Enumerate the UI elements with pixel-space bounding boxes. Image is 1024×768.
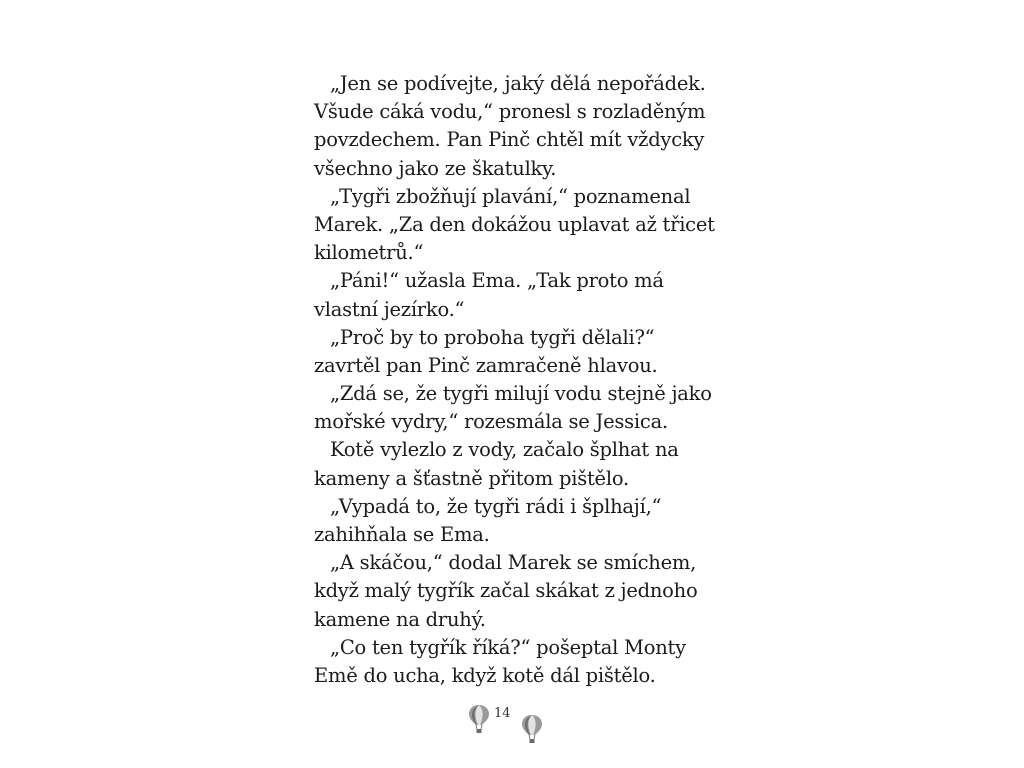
- text-line: „Zdá se, že tygři milují vodu stejně jako: [330, 382, 712, 406]
- text-line: zavrtěl pan Pinč zamračeně hlavou.: [314, 353, 658, 377]
- hot-air-balloon-icon: [468, 704, 490, 734]
- text-line: kamene na druhý.: [314, 607, 486, 631]
- text-line: vlastní jezírko.“: [314, 297, 465, 321]
- text-line: „Jen se podívejte, jaký dělá nepořádek.: [330, 72, 706, 95]
- text-line: „Proč by to proboha tygři dělali?“: [330, 325, 655, 349]
- text-line: mořské vydry,“ rozesmála se Jessica.: [314, 410, 668, 434]
- text-line: kameny a šťastně přitom pištělo.: [314, 466, 629, 490]
- text-line: „Co ten tygřík říká?“ pošeptal Monty: [330, 635, 686, 659]
- hot-air-balloon-icon: [521, 714, 543, 744]
- text-line: zahihňala se Ema.: [314, 523, 490, 546]
- text-line: povzdechem. Pan Pinč chtěl mít vždycky: [314, 128, 705, 152]
- body-text: [314, 70, 714, 690]
- page-number: 14: [494, 706, 511, 721]
- text-line: Marek. „Za den dokážou uplavat až třicet: [314, 212, 715, 236]
- text-line: Všude cáká vodu,“ pronesl s rozladěným: [314, 100, 706, 124]
- text-line: „Vypadá to, že tygři rádi i šplhají,“: [330, 494, 662, 518]
- text-line: kilometrů.“: [314, 241, 424, 265]
- text-line: Emě do ucha, když kotě dál pištělo.: [314, 663, 656, 687]
- text-line: „A skáčou,“ dodal Marek se smíchem,: [330, 551, 697, 575]
- page-footer: [0, 700, 1024, 750]
- text-line: „Páni!“ užasla Ema. „Tak proto má: [330, 269, 664, 293]
- text-line: všechno jako ze škatulky.: [314, 156, 557, 180]
- text-line: „Tygři zbožňují plavání,“ poznamenal: [330, 184, 691, 208]
- text-line: Kotě vylezlo z vody, začalo šplhat na: [330, 438, 679, 462]
- text-line: když malý tygřík začal skákat z jednoho: [314, 579, 698, 603]
